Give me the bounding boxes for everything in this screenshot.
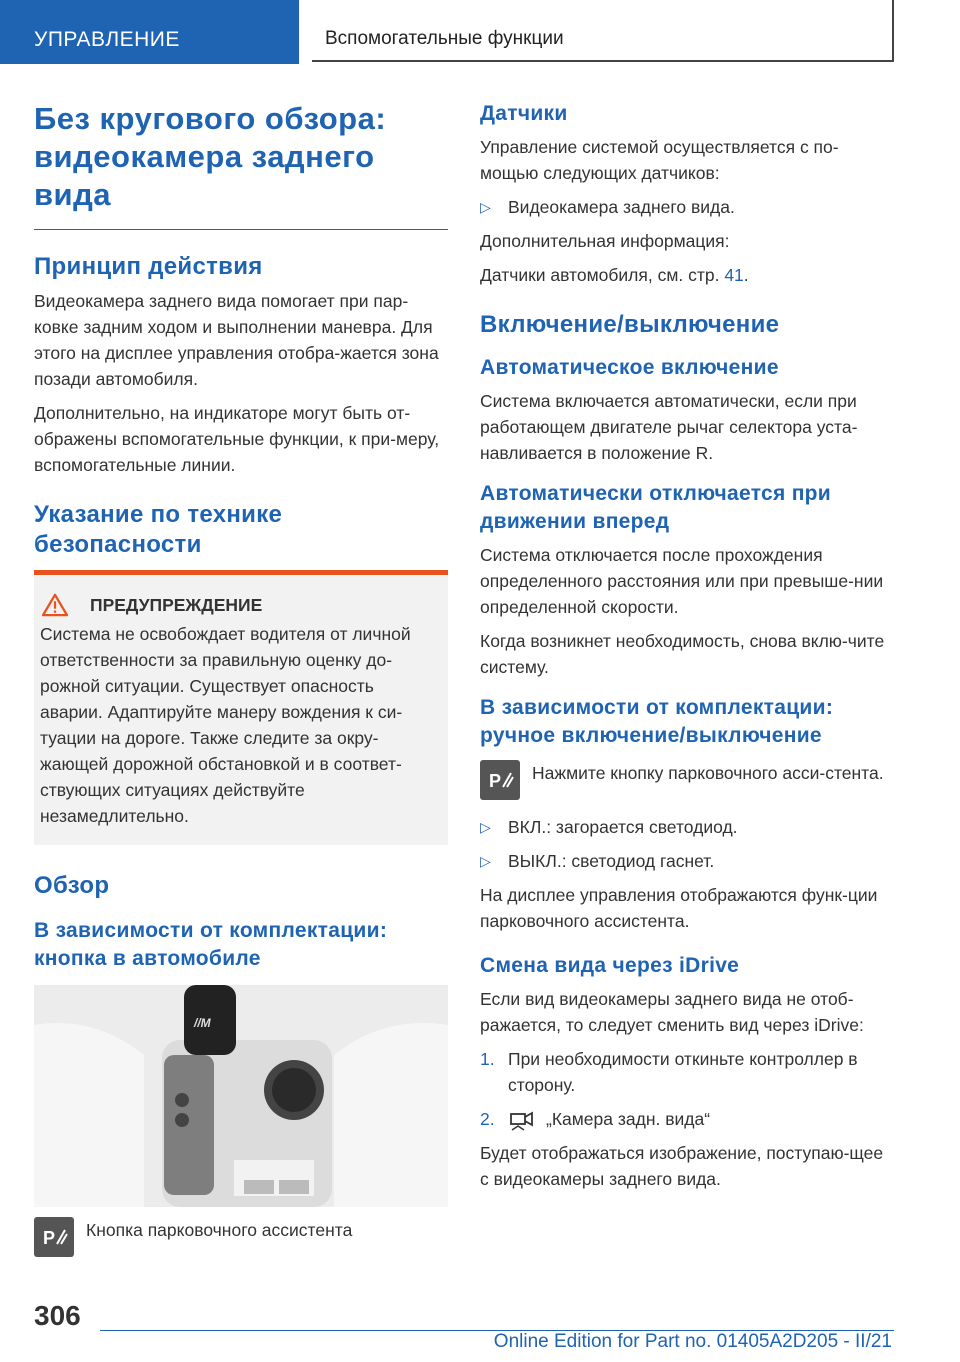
heading-manual: В зависимости от комплектации: ручное включение/выключение: [480, 696, 834, 747]
manual-icon-row: [480, 760, 892, 800]
auto-off-paragraph-2: Когда возникнет необходимость, снова вклю-чите систему.: [480, 631, 885, 677]
left-column: [34, 100, 448, 1257]
heading-auto-on: Автоматическое включение: [480, 356, 779, 379]
triangle-bullet-icon: ▷: [480, 199, 491, 215]
auto-off-paragraph-1: Система отключается после прохождения определенного расстояния или при превыше-нии определенной скорости.: [480, 545, 884, 617]
principle-paragraph-2: Дополнительно, на индикаторе могут быть от-ображены вспомогательные функции, к при-меру, вспомогательные линии.: [34, 403, 440, 475]
header-chapter-label: Вспомогательные функции: [325, 28, 564, 49]
warning-text: Система не освобождает водителя от личной ответственности за правильную оценку до-рожной ситуации. Существует опасность аварии. Адаптируйте манеру вождения к си-туации на дороге. Также следите за окру-жающей дорожной обстановкой и в соответ-ствующих ситуациях действуйте незамедлительно.: [40, 624, 411, 826]
warning-header: [40, 593, 440, 617]
svg-text:P: P: [489, 771, 502, 791]
warning-title: ПРЕДУПРЕЖДЕНИЕ: [90, 594, 263, 615]
list-item: 2. „Камера задн. вида“: [480, 1106, 892, 1132]
warning-box: [34, 570, 448, 845]
header-section: [0, 0, 299, 64]
heading-safety: Указание по технике безопасности: [34, 501, 283, 558]
header-section-label: УПРАВЛЕНИЕ: [34, 28, 180, 51]
heading-idrive: Смена вида через iDrive: [480, 954, 740, 977]
svg-text://M: //M: [194, 1016, 211, 1030]
heading-principle: Принцип действия: [34, 253, 263, 280]
page-title: Без кругового обзора: видеокамера заднего вида: [34, 101, 387, 212]
center-console-image: [34, 985, 448, 1207]
list-item: ▷ Видеокамера заднего вида.: [480, 194, 892, 220]
edition-info: Online Edition for Part no. 01405A2D205 - II/21: [493, 1331, 892, 1352]
rear-camera-icon: [508, 1109, 536, 1131]
svg-text:P: P: [43, 1228, 56, 1248]
park-assist-button-icon: [34, 1217, 74, 1257]
more-info-label: Дополнительная информация:: [480, 231, 730, 251]
image-caption: Кнопка парковочного ассистента: [86, 1220, 353, 1240]
principle-paragraph-1: Видеокамера заднего вида помогает при пар-ковке задним ходом и выполнении маневра. Для этого на дисплее управления отобра-жается зона позади автомобиля.: [34, 291, 439, 389]
sensors-list: [480, 194, 892, 220]
triangle-bullet-icon: ▷: [480, 853, 491, 869]
title-divider: [34, 229, 448, 230]
caption-row: [34, 1217, 448, 1257]
park-assist-button-icon: [480, 760, 520, 800]
center-console-illustration: [34, 985, 448, 1207]
heading-sensors: Датчики: [480, 102, 568, 125]
list-item: 1. При необходимости откиньте контроллер в сторону.: [480, 1049, 858, 1095]
list-item: ▷ ВКЛ.: загорается светодиод.: [480, 814, 892, 840]
auto-on-paragraph: Система включается автоматически, если при работающем двигателе рычаг селектора уста-навливается в положение R.: [480, 391, 858, 463]
heading-overview: Обзор: [34, 872, 110, 899]
warning-triangle-icon: [40, 593, 70, 617]
page-link[interactable]: 41: [724, 265, 744, 285]
heading-auto-off: Автоматически отключается при движении вперед: [480, 482, 832, 533]
header-chapter: [312, 0, 894, 62]
idrive-paragraph: Если вид видеокамеры заднего вида не отоб-ражается, то следует сменить вид через iDrive:: [480, 989, 864, 1035]
result-paragraph: Будет отображаться изображение, поступаю-щее с видеокамеры заднего вида.: [480, 1143, 884, 1189]
idrive-steps: [480, 1046, 892, 1132]
right-column: [480, 100, 892, 1200]
heading-button-in-vehicle: В зависимости от комплектации: кнопка в автомобиле: [34, 919, 388, 970]
sensors-paragraph: Управление системой осуществляется с по-мощью следующих датчиков:: [480, 137, 839, 183]
manual-paragraph: На дисплее управления отображаются функ-ции парковочного ассистента.: [480, 885, 878, 931]
heading-on-off: Включение/выключение: [480, 311, 780, 338]
page-number: 306: [34, 1300, 81, 1331]
manual-instruction: Нажмите кнопку парковочного асси-стента.: [532, 763, 884, 783]
sensors-reference: Датчики автомобиля, см. стр. 41.: [480, 265, 749, 285]
list-item: ▷ ВЫКЛ.: светодиод гаснет.: [480, 848, 892, 874]
led-status-list: [480, 814, 892, 874]
triangle-bullet-icon: ▷: [480, 819, 491, 835]
